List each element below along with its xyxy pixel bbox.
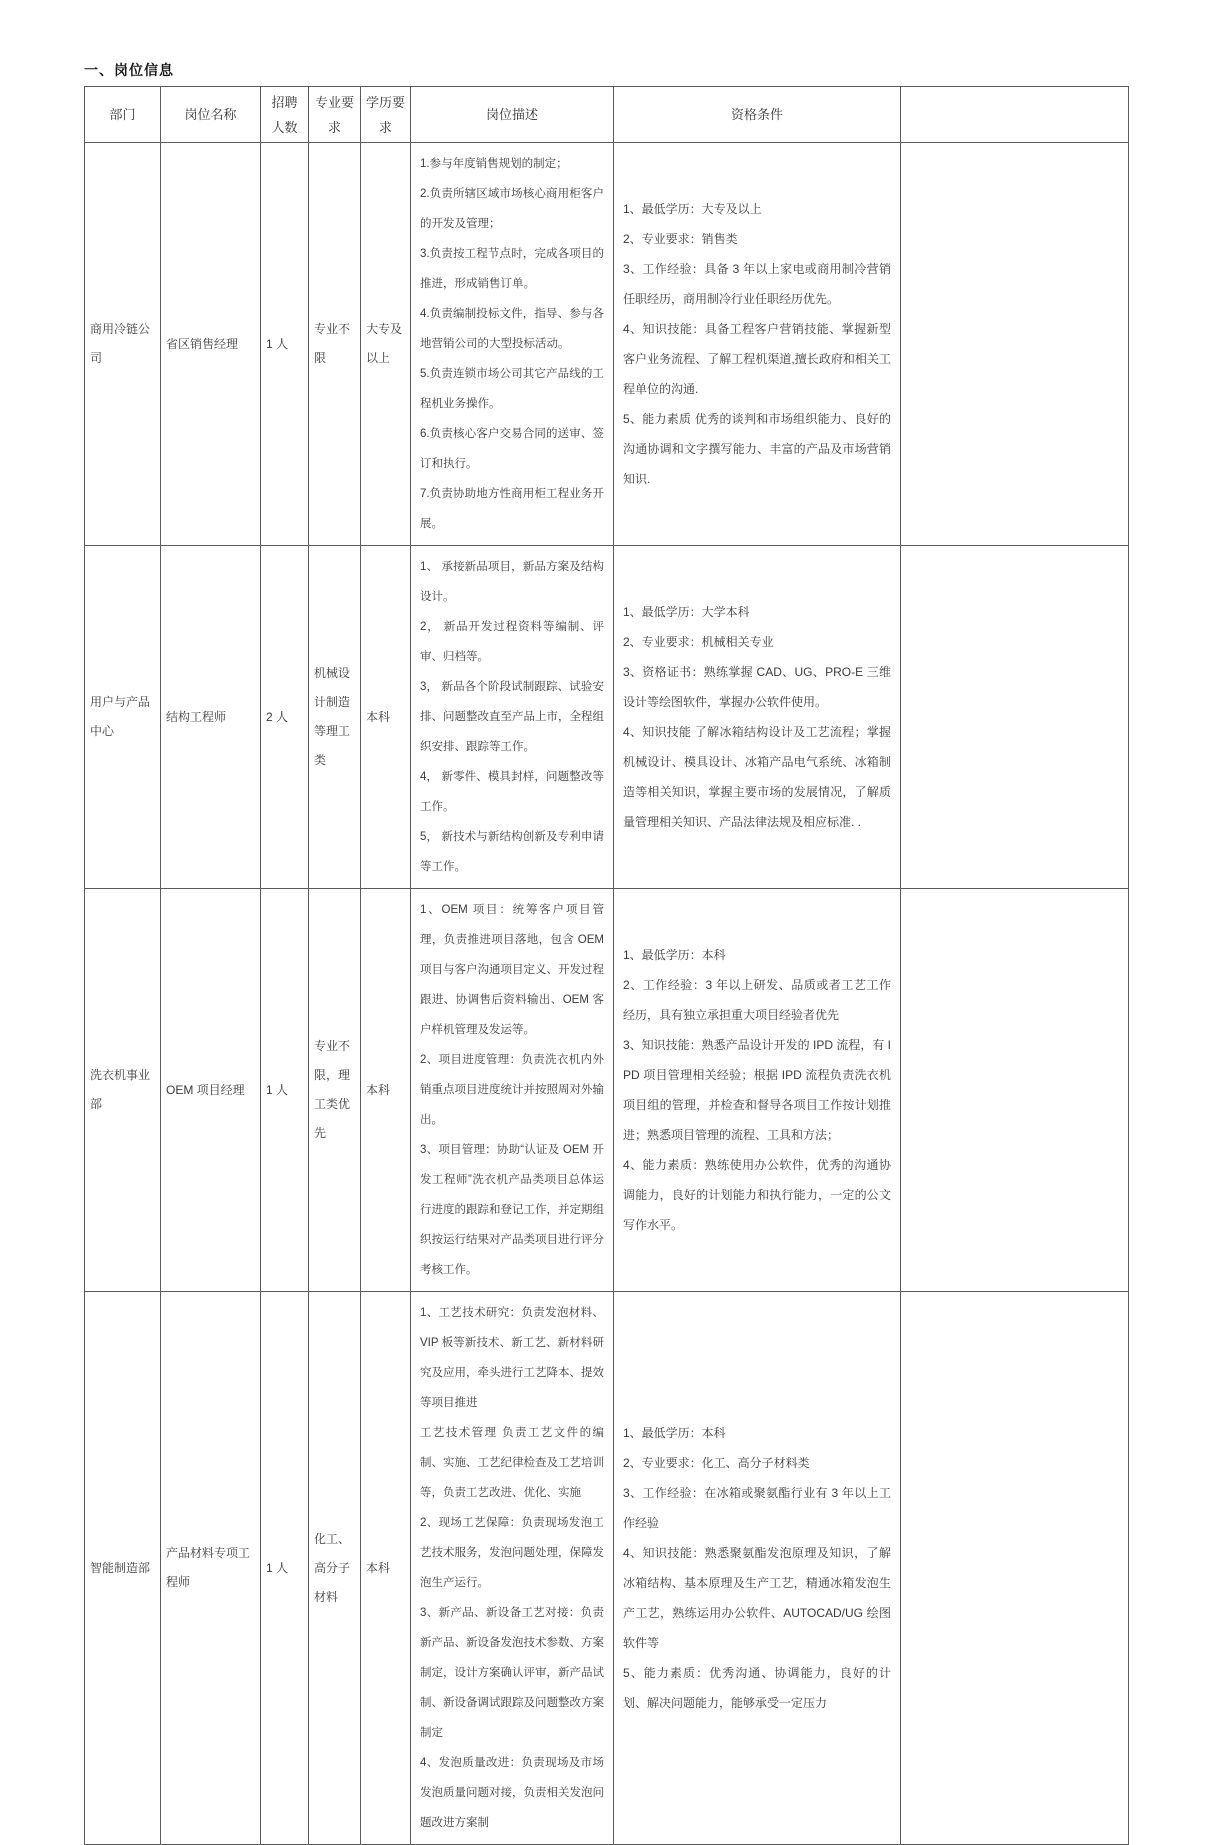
table-row xyxy=(85,1292,1129,1845)
paragraph: 3.负责按工程节点时，完成各项目的推进，形成销售订单。 xyxy=(420,248,604,290)
header-department: 部门 xyxy=(85,87,161,143)
paragraph: 1、 承接新品项目，新品方案及结构设计。 xyxy=(420,561,604,603)
table-row xyxy=(85,889,1129,1292)
header-qualifications: 资格条件 xyxy=(614,87,901,143)
header-position-name: 岗位名称 xyxy=(161,87,261,143)
cell-qualifications xyxy=(614,546,901,889)
job-table-body xyxy=(85,143,1129,1845)
cell-position-name: 结构工程师 xyxy=(161,546,261,889)
cell-education-req: 本科 xyxy=(361,1292,411,1845)
cell-position-name: 产品材料专项工程师 xyxy=(161,1292,261,1845)
cell-job-description xyxy=(411,1292,614,1845)
paragraph: 工艺技术管理 负责工艺文件的编制、实施、工艺纪律检查及工艺培训等，负责工艺改进、优化、实施 xyxy=(420,1427,604,1499)
cell-education-req: 本科 xyxy=(361,889,411,1292)
paragraph: 5， 新技术与新结构创新及专利申请等工作。 xyxy=(420,831,604,873)
paragraph: 2、专业要求：机械相关专业 xyxy=(623,635,774,649)
cell-education-req: 大专及以上 xyxy=(361,143,411,546)
cell-empty-column xyxy=(901,546,1129,889)
paragraph: 5、能力素质：优秀沟通、协调能力，良好的计划、解决问题能力，能够承受一定压力 xyxy=(623,1666,891,1710)
cell-department: 洗衣机事业部 xyxy=(85,889,161,1292)
paragraph: 4， 新零件、模具封样，问题整改等工作。 xyxy=(420,771,604,813)
paragraph: 2， 新品开发过程资料等编制、评审、归档等。 xyxy=(420,621,604,663)
section-title: 一、岗位信息 xyxy=(84,62,174,78)
paragraph: 2、专业要求：化工、高分子材料类 xyxy=(623,1456,810,1470)
cell-job-description xyxy=(411,143,614,546)
cell-qualifications xyxy=(614,143,901,546)
cell-empty-column xyxy=(901,1292,1129,1845)
paragraph: 4、知识技能：熟悉聚氨酯发泡原理及知识，了解冰箱结构、基本原理及生产工艺，精通冰箱发泡生产工艺，熟练运用办公软件、AUTOCAD/UG 绘图软件等 xyxy=(623,1546,891,1650)
header-education-req: 学历要求 xyxy=(361,87,411,143)
cell-department: 用户与产品中心 xyxy=(85,546,161,889)
cell-major-req: 专业不限 xyxy=(309,143,361,546)
cell-empty-column xyxy=(901,143,1129,546)
paragraph: 1、OEM 项目：统筹客户项目管理，负责推进项目落地，包含 OEM 项目与客户沟通项目定义、开发过程跟进、协调售后资料输出、OEM 客户样机管理及发运等。 xyxy=(420,904,604,1036)
paragraph: 2、项目进度管理：负责洗衣机内外销重点项目进度统计并按照周对外输出。 xyxy=(420,1054,604,1126)
cell-major-req: 化工、高分子材料 xyxy=(309,1292,361,1845)
paragraph: 2、工作经验：3 年以上研发、品质或者工艺工作经历，具有独立承担重大项目经验者优先 xyxy=(623,978,891,1022)
cell-job-description xyxy=(411,889,614,1292)
paragraph: 4.负责编制投标文件，指导、参与各地营销公司的大型投标活动。 xyxy=(420,308,604,350)
cell-empty-column xyxy=(901,889,1129,1292)
header-empty-column xyxy=(901,87,1129,143)
paragraph: 1、最低学历：本科 xyxy=(623,948,726,962)
table-row xyxy=(85,546,1129,889)
cell-major-req: 专业不限，理工类优先 xyxy=(309,889,361,1292)
header-job-description: 岗位描述 xyxy=(411,87,614,143)
cell-job-description xyxy=(411,546,614,889)
paragraph: 6.负责核心客户交易合同的送审、签订和执行。 xyxy=(420,428,604,470)
cell-headcount: 1 人 xyxy=(261,889,309,1292)
header-headcount: 招聘人数 xyxy=(261,87,309,143)
paragraph: 1、最低学历：大专及以上 xyxy=(623,202,762,216)
paragraph: 3、资格证书：熟练掌握 CAD、UG、PRO-E 三维设计等绘图软件，掌握办公软件使用。 xyxy=(623,665,891,709)
paragraph: 2.负责所辖区域市场核心商用柜客户的开发及管理； xyxy=(420,188,604,230)
paragraph: 1、工艺技术研究：负责发泡材料、VIP 板等新技术、新工艺、新材料研究及应用，牵头进行工艺降本、提效等项目推进 xyxy=(420,1307,604,1409)
cell-education-req: 本科 xyxy=(361,546,411,889)
paragraph: 1、最低学历：本科 xyxy=(623,1426,726,1440)
paragraph: 1.参与年度销售规划的制定； xyxy=(420,158,568,170)
paragraph: 4、发泡质量改进：负责现场及市场发泡质量问题对接，负责相关发泡问题改进方案制 xyxy=(420,1757,604,1829)
paragraph: 2、专业要求：销售类 xyxy=(623,232,738,246)
paragraph: 1、最低学历：大学本科 xyxy=(623,605,750,619)
paragraph: 3， 新品各个阶段试制跟踪、试验安排、问题整改直至产品上市，全程组织安排、跟踪等工作。 xyxy=(420,681,604,753)
table-row xyxy=(85,143,1129,546)
paragraph: 3、工作经验：在冰箱或聚氨酯行业有 3 年以上工作经验 xyxy=(623,1486,891,1530)
cell-headcount: 1 人 xyxy=(261,1292,309,1845)
paragraph: 3、工作经验：具备 3 年以上家电或商用制冷营销任职经历，商用制冷行业任职经历优先。 xyxy=(623,262,891,306)
paragraph: 5.负责连锁市场公司其它产品线的工程机业务操作。 xyxy=(420,368,604,410)
cell-headcount: 2 人 xyxy=(261,546,309,889)
cell-major-req: 机械设计制造等理工类 xyxy=(309,546,361,889)
paragraph: 4、知识技能 了解冰箱结构设计及工艺流程；掌握机械设计、模具设计、冰箱产品电气系统、冰箱制造等相关知识，掌握主要市场的发展情况，了解质量管理相关知识、产品法律法规及相应标准. . xyxy=(623,725,891,829)
cell-qualifications xyxy=(614,889,901,1292)
cell-department: 商用冷链公司 xyxy=(85,143,161,546)
paragraph: 2、现场工艺保障：负责现场发泡工艺技术服务，发泡问题处理，保障发泡生产运行。 xyxy=(420,1517,604,1589)
paragraph: 3、项目管理：协助“认证及 OEM 开发工程师”洗衣机产品类项目总体运行进度的跟踪和登记工作，并定期组织按运行结果对产品类项目进行评分考核工作。 xyxy=(420,1144,604,1276)
header-row xyxy=(85,87,1129,143)
paragraph: 3、新产品、新设备工艺对接：负责新产品、新设备发泡技术参数、方案制定，设计方案确认评审，新产品试制、新设备调试跟踪及问题整改方案制定 xyxy=(420,1607,604,1739)
paragraph: 4、知识技能：具备工程客户营销技能、掌握新型客户业务流程、了解工程机渠道,擅长政府和相关工程单位的沟通. xyxy=(623,322,891,396)
job-info-table xyxy=(84,86,1129,1845)
cell-department: 智能制造部 xyxy=(85,1292,161,1845)
cell-position-name: 省区销售经理 xyxy=(161,143,261,546)
cell-headcount: 1 人 xyxy=(261,143,309,546)
paragraph: 4、能力素质：熟练使用办公软件，优秀的沟通协调能力，良好的计划能力和执行能力，一定的公文写作水平。 xyxy=(623,1158,891,1232)
cell-qualifications xyxy=(614,1292,901,1845)
paragraph: 5、能力素质 优秀的谈判和市场组织能力、良好的沟通协调和文字撰写能力、丰富的产品及市场营销知识. xyxy=(623,412,891,486)
header-major-req: 专业要求 xyxy=(309,87,361,143)
cell-position-name: OEM 项目经理 xyxy=(161,889,261,1292)
paragraph: 7.负责协助地方性商用柜工程业务开展。 xyxy=(420,488,604,530)
paragraph: 3、知识技能：熟悉产品设计开发的 IPD 流程，有 IPD 项目管理相关经验；根据 IPD 流程负责洗衣机项目组的管理，并检查和督导各项目工作按计划推进；熟悉项目管理的流程、工具和方法； xyxy=(623,1038,892,1142)
